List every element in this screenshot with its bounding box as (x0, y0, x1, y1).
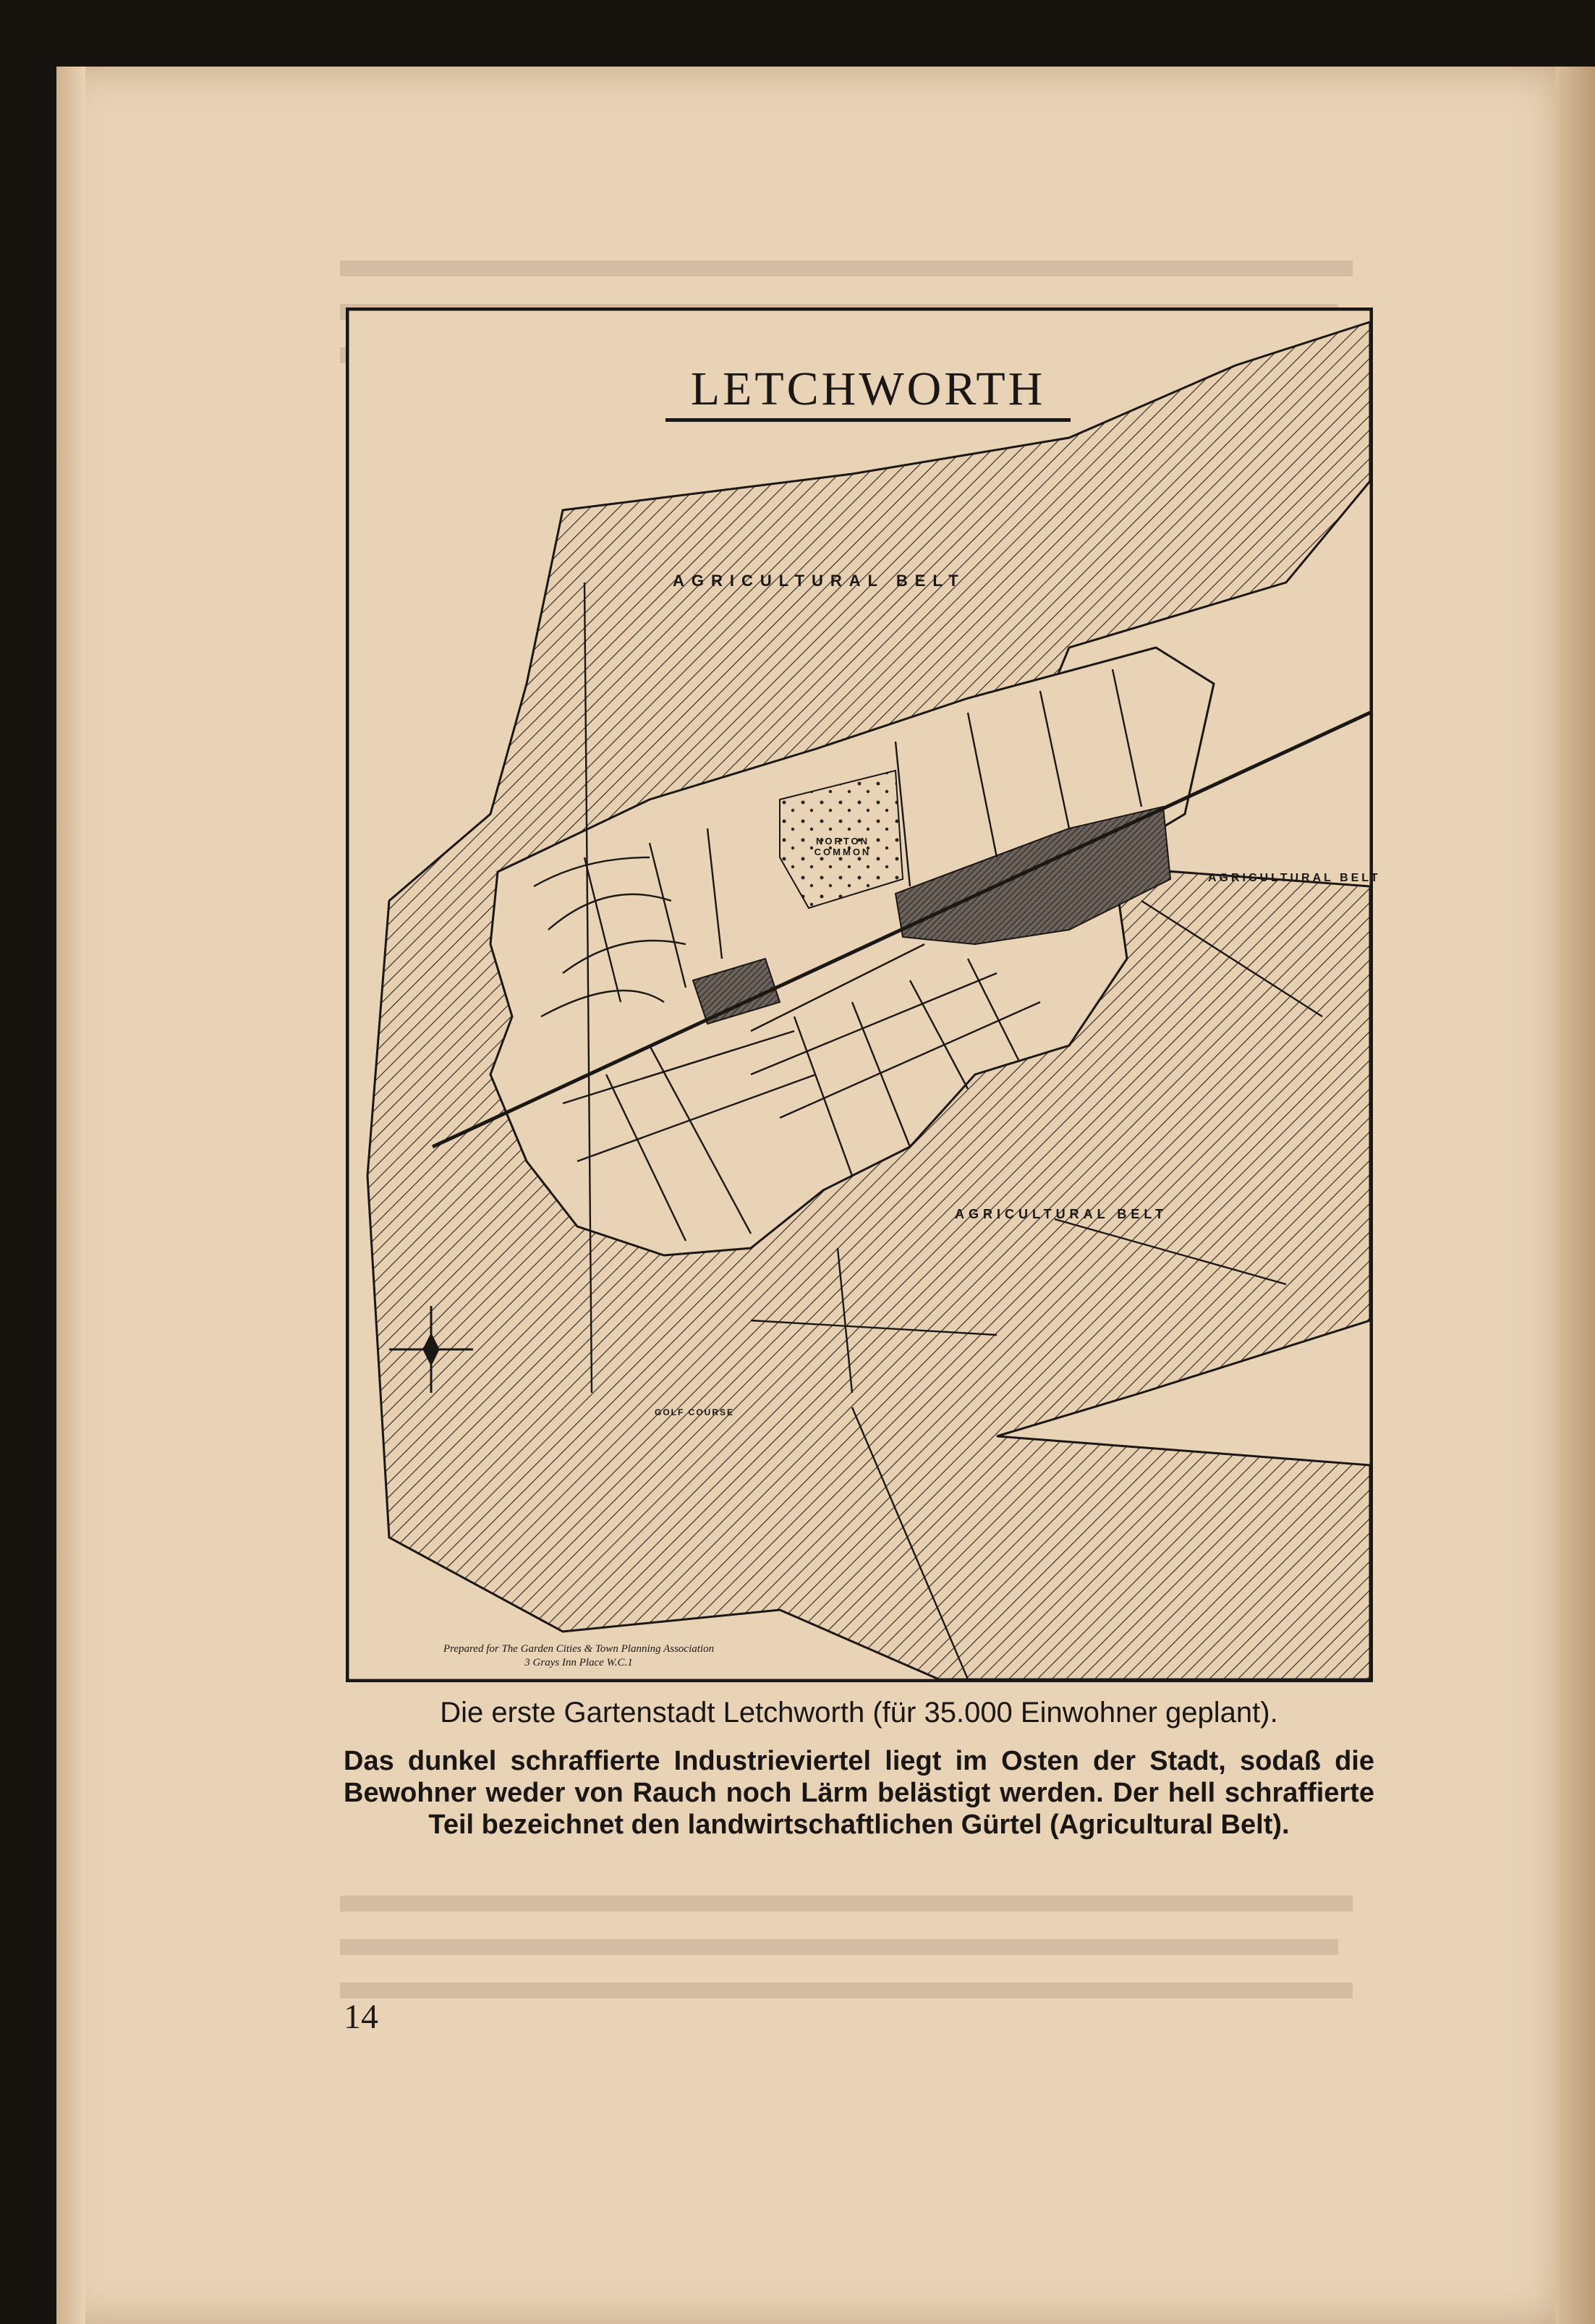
map-credit-line-1: Prepared for The Garden Cities & Town Planning Association (443, 1643, 715, 1655)
caption-title: Die erste Gartenstadt Letchworth (für 35.000 Einwohner geplant). (440, 1697, 1278, 1729)
map-title: LETCHWORTH (665, 362, 1071, 422)
label-agricultural-belt-south: AGRICULTURAL BELT (955, 1207, 1167, 1221)
figure-caption (344, 1697, 1374, 1841)
page-gutter-shadow (56, 67, 85, 2324)
label-golf-course: GOLF COURSE (655, 1407, 735, 1417)
label-agricultural-belt-east: AGRICULTURAL BELT (1208, 872, 1381, 884)
letchworth-map (346, 308, 1373, 1682)
page-number: 14 (344, 1998, 378, 2036)
caption-body: Das dunkel schraffierte Industrieviertel liegt im Osten der Stadt, sodaß die Bewohner weder von Rauch noch Lärm belästigt werden. Der hell schraffierte Teil bezeichnet den landwirtschaftlichen Gürtel (Agricultural Belt). (344, 1746, 1374, 1840)
next-page-edge (1555, 67, 1595, 2324)
label-agricultural-belt-north: AGRICULTURAL BELT (673, 572, 966, 590)
map-credit (376, 1642, 781, 1670)
label-norton-common: NORTON COMMON (814, 836, 872, 857)
map-credit-line-2: 3 Grays Inn Place W.C.1 (524, 1657, 633, 1668)
